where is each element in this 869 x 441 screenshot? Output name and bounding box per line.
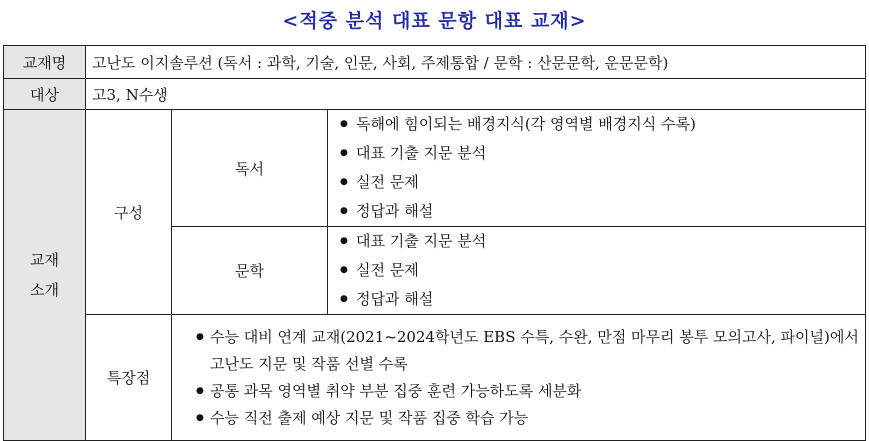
reading-label: 독서: [172, 110, 328, 227]
literature-items-list: [328, 227, 865, 314]
reading-items-cell: [328, 110, 866, 227]
textbook-name-label: 교재명: [4, 46, 86, 79]
table-row-features: [4, 315, 866, 441]
list-item: ● 대표 기출 지문 분석: [338, 227, 865, 256]
intro-label-line1: 교재: [30, 251, 59, 269]
list-item: ● 수능 대비 연계 교재(2021~2024학년도 EBS 수특, 수완, 만점 마무리 봉투 모의고사, 파이널)에서 고난도 지문 및 작품 선별 수록: [196, 324, 859, 378]
textbook-info-table: [3, 45, 866, 441]
features-items-list: [172, 324, 865, 432]
table-row-textbook-name: [4, 46, 866, 79]
page-title: <적중 분석 대표 문항 대표 교재>: [282, 10, 587, 32]
list-item: ● 정답과 해설: [338, 197, 865, 226]
intro-label: [4, 110, 86, 441]
features-label: 특장점: [86, 315, 172, 441]
list-item: ● 공통 과목 영역별 취약 부분 집중 훈련 가능하도록 세분화: [196, 378, 859, 405]
composition-label: 구성: [86, 110, 172, 315]
list-item: ● 수능 직전 출제 예상 지문 및 작품 집중 학습 가능: [196, 405, 859, 432]
list-item: ● 정답과 해설: [338, 285, 865, 314]
table-row-reading: [4, 110, 866, 227]
features-items-cell: [172, 315, 866, 441]
literature-label: 문학: [172, 227, 328, 315]
list-item: ● 실전 문제: [338, 256, 865, 285]
target-label: 대상: [4, 79, 86, 110]
literature-items-cell: [328, 227, 866, 315]
table-row-target: [4, 79, 866, 110]
intro-label-line2: 소개: [30, 281, 59, 299]
list-item: ● 독해에 힘이되는 배경지식(각 영역별 배경지식 수록): [338, 110, 865, 139]
list-item: ● 대표 기출 지문 분석: [338, 139, 865, 168]
textbook-name-value: 고난도 이지솔루션 (독서 : 과학, 기술, 인문, 사회, 주제통합 / 문학 : 산문문학, 운문문학): [86, 46, 866, 79]
reading-items-list: [328, 110, 865, 226]
list-item: ● 실전 문제: [338, 168, 865, 197]
target-value: 고3, N수생: [86, 79, 866, 110]
